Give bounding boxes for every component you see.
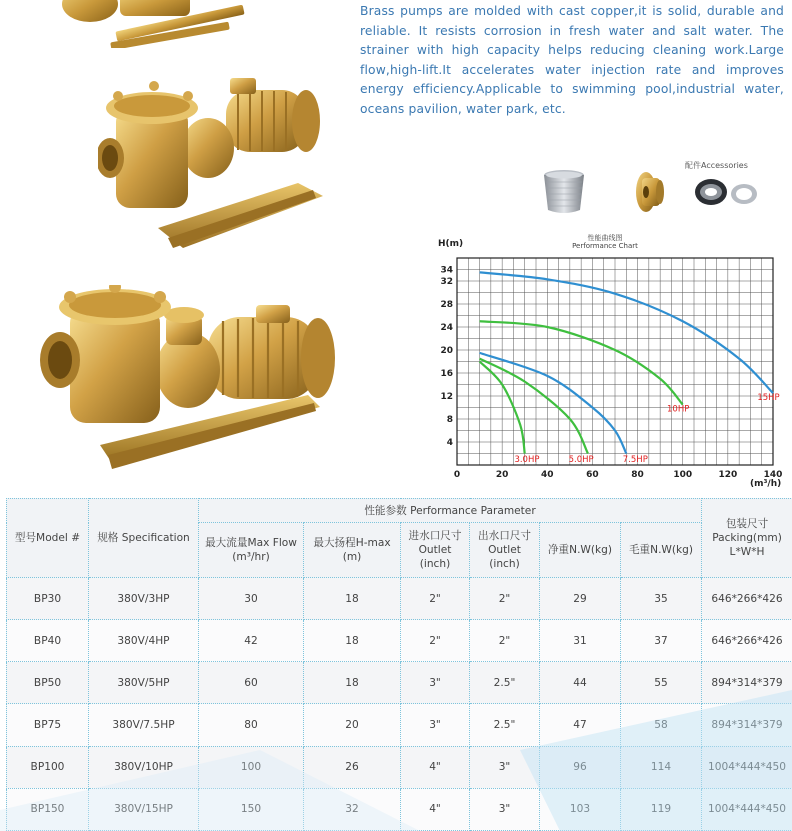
cell-net-weight: 96 [540, 746, 621, 788]
table-row [7, 788, 792, 830]
header-max-flow: 最大流量Max Flow (m³/hr) [199, 523, 304, 578]
header-net-weight: 净重N.W(kg) [540, 523, 621, 578]
chart-xlabel: (m³/h) [750, 479, 782, 489]
curve-label: 3.0HP [514, 455, 540, 466]
cell-head: 20 [304, 704, 401, 746]
cell-flow: 150 [199, 788, 304, 830]
x-tick-label: 120 [718, 470, 738, 480]
cell-inlet: 3" [401, 662, 470, 704]
cell-inlet: 2" [401, 578, 470, 620]
header-h-max: 最大扬程H-max (m) [304, 523, 401, 578]
cell-outlet: 2.5" [470, 704, 540, 746]
cell-packing: 1004*444*450 [702, 746, 792, 788]
cell-head: 18 [304, 662, 401, 704]
cell-flow: 100 [199, 746, 304, 788]
header-performance-parameter: 性能参数 Performance Parameter [199, 499, 702, 523]
cell-net-weight: 44 [540, 662, 621, 704]
x-tick-label: 0 [453, 470, 461, 480]
cell-model: BP75 [7, 704, 89, 746]
cell-flow: 30 [199, 578, 304, 620]
cell-gross-weight: 58 [621, 704, 702, 746]
cell-spec: 380V/15HP [89, 788, 199, 830]
cell-head: 18 [304, 578, 401, 620]
cell-packing: 894*314*379 [702, 662, 792, 704]
x-tick-label: 40 [541, 470, 554, 480]
y-tick-label: 28 [440, 300, 453, 310]
table-row [7, 662, 792, 704]
cell-outlet: 3" [470, 788, 540, 830]
chart-ylabel: H(m) [438, 239, 464, 249]
cell-spec: 380V/7.5HP [89, 704, 199, 746]
curve-label: 5.0HP [568, 455, 594, 466]
cell-model: BP150 [7, 788, 89, 830]
cell-model: BP40 [7, 620, 89, 662]
header-packing: 包装尺寸 Packing(mm) L*W*H [702, 499, 792, 578]
cell-gross-weight: 35 [621, 578, 702, 620]
curve-label: 7.5HP [622, 455, 648, 466]
cell-net-weight: 103 [540, 788, 621, 830]
brass-impeller-icon [624, 166, 668, 214]
y-tick-label: 16 [440, 369, 453, 379]
y-tick-label: 12 [440, 392, 453, 402]
cell-gross-weight: 114 [621, 746, 702, 788]
cell-net-weight: 29 [540, 578, 621, 620]
cell-model: BP50 [7, 662, 89, 704]
y-tick-label: 20 [440, 346, 453, 356]
cell-spec: 380V/3HP [89, 578, 199, 620]
curve-label: 10HP [667, 404, 690, 415]
table-row [7, 746, 792, 788]
brass-pump-image-bottom [38, 285, 338, 475]
cell-spec: 380V/10HP [89, 746, 199, 788]
cell-packing: 894*314*379 [702, 704, 792, 746]
cell-outlet: 2" [470, 620, 540, 662]
cell-head: 18 [304, 620, 401, 662]
cell-packing: 646*266*426 [702, 620, 792, 662]
cell-outlet: 2.5" [470, 662, 540, 704]
y-tick-label: 32 [440, 277, 453, 287]
cell-inlet: 4" [401, 788, 470, 830]
cell-flow: 80 [199, 704, 304, 746]
brass-pump-image-middle [98, 78, 328, 258]
cell-head: 32 [304, 788, 401, 830]
x-tick-label: 60 [586, 470, 599, 480]
x-tick-label: 20 [495, 470, 509, 480]
cell-packing: 1004*444*450 [702, 788, 792, 830]
cell-inlet: 4" [401, 746, 470, 788]
performance-chart [430, 232, 792, 494]
mechanical-seal-icon [694, 176, 760, 208]
cell-packing: 646*266*426 [702, 578, 792, 620]
curve-label: 15HP [757, 393, 780, 403]
accessories-label: 配件Accessories [685, 161, 748, 170]
cell-outlet: 2" [470, 578, 540, 620]
cell-net-weight: 31 [540, 620, 621, 662]
x-tick-label: 100 [673, 470, 693, 480]
cell-inlet: 2" [401, 620, 470, 662]
cell-gross-weight: 37 [621, 620, 702, 662]
header-inlet: 进水口尺寸 Outlet (inch) [401, 523, 470, 578]
cell-model: BP30 [7, 578, 89, 620]
y-tick-label: 34 [440, 265, 453, 276]
product-description: Brass pumps are molded with cast copper,it is solid, durable and reliable. It resists corrosion in fresh water and salt water. The strainer with high capacity helps reducing cleaning work.Large flow,high-lift.It accelerates water injection rate and improves energy efficiency.Applicable to swimming pool,industrial water, oceans pavilion, water park, etc. [360, 4, 784, 116]
cell-model: BP100 [7, 746, 89, 788]
cell-spec: 380V/4HP [89, 620, 199, 662]
header-gross-weight: 毛重N.W(kg) [621, 523, 702, 578]
cell-spec: 380V/5HP [89, 662, 199, 704]
x-tick-label: 80 [631, 470, 644, 480]
header-outlet: 出水口尺寸 Outlet (inch) [470, 523, 540, 578]
cell-flow: 60 [199, 662, 304, 704]
chart-subtitle: Performance Chart [572, 242, 638, 250]
cell-head: 26 [304, 746, 401, 788]
strainer-basket-icon [540, 168, 588, 216]
y-tick-label: 8 [446, 415, 453, 425]
brass-pump-image-top [60, 0, 250, 48]
cell-net-weight: 47 [540, 704, 621, 746]
y-tick-label: 24 [440, 323, 453, 333]
table-row [7, 620, 792, 662]
specification-table [6, 498, 792, 831]
cell-outlet: 3" [470, 746, 540, 788]
cell-gross-weight: 119 [621, 788, 702, 830]
table-row [7, 578, 792, 620]
cell-gross-weight: 55 [621, 662, 702, 704]
header-model: 型号Model # [7, 499, 89, 578]
table-row [7, 704, 792, 746]
cell-flow: 42 [199, 620, 304, 662]
x-tick-label: 140 [763, 470, 783, 480]
y-tick-label: 4 [446, 438, 453, 448]
cell-inlet: 3" [401, 704, 470, 746]
header-specification: 规格 Specification [89, 499, 199, 578]
chart-title: 性能曲线图 [587, 234, 623, 242]
